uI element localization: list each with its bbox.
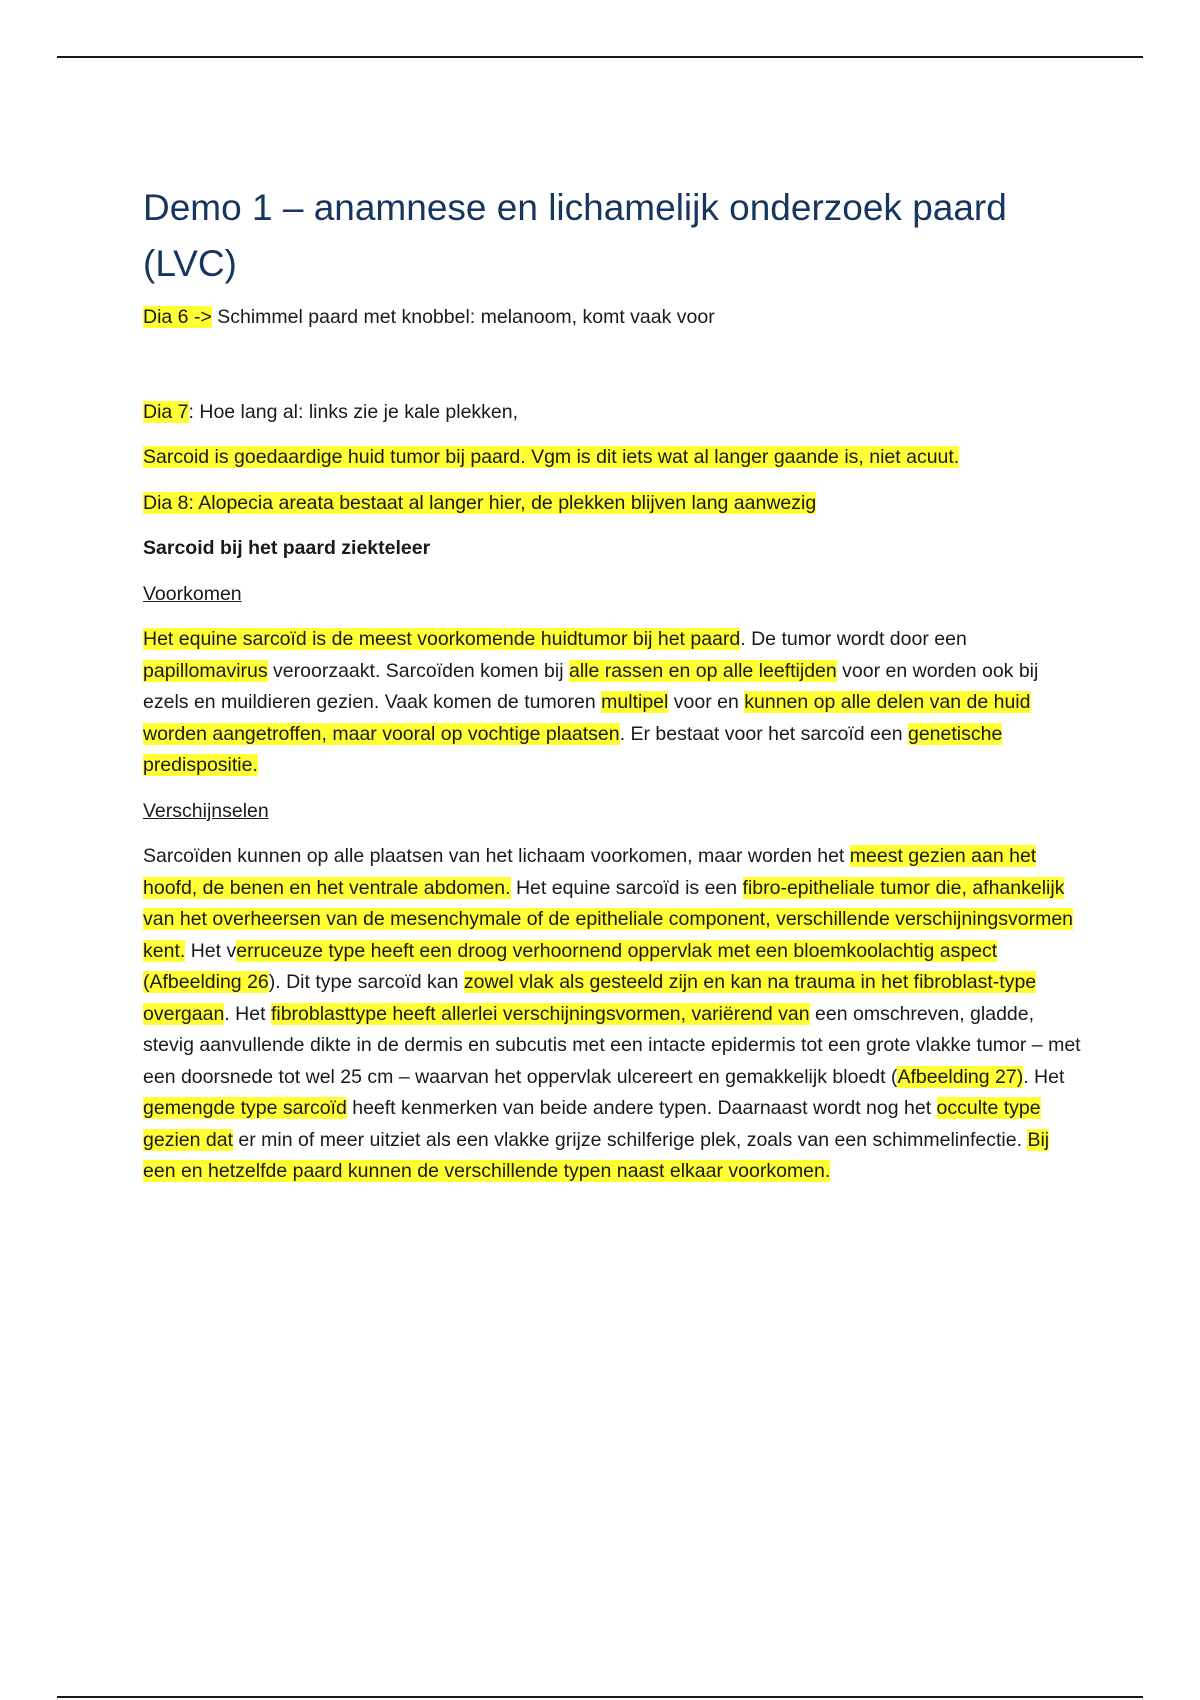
text-run: . Het	[1023, 1065, 1065, 1088]
paragraph-verschijnselen	[143, 841, 1083, 1188]
highlighted-text: papillomavirus	[143, 659, 268, 682]
text-run: er min of meer uitziet als een vlakke grijze schilferige plek, zoals van een schimmelinfectie.	[233, 1128, 1028, 1151]
paragraph-voorkomen	[143, 624, 1083, 782]
text-run: Sarcoïden kunnen op alle plaatsen van het lichaam voorkomen, maar worden het	[143, 845, 850, 867]
note-dia6	[143, 302, 1083, 334]
highlighted-text: kunnen op alle delen van de huid worden aangetroffen, maar vooral op vochtige plaatsen	[143, 691, 1031, 745]
header-rule	[57, 56, 1143, 58]
subheading: Sarcoid bij het paard ziekteleer	[143, 537, 431, 559]
section-heading-verschijnselen: Verschijnselen	[143, 799, 269, 822]
highlighted-text: Bij een en hetzelfde paard kunnen de verschillende typen naast elkaar voorkomen.	[143, 1128, 1050, 1182]
highlighted-text: multipel	[601, 691, 669, 713]
highlighted-text: gemengde type sarcoïd	[143, 1097, 347, 1119]
document-body	[143, 180, 1083, 1202]
text-run: veroorzaakt. Sarcoïden komen bij	[267, 659, 569, 682]
text-run: Het equine sarcoïd is een	[510, 876, 743, 899]
text-run: ). Dit type sarcoïd kan	[268, 971, 464, 993]
highlighted-text: Afbeelding 27)	[897, 1065, 1024, 1088]
highlighted-text: Sarcoid is goedaardige huid tumor bij paard. Vgm is dit iets wat al langer gaande is, niet acuut.	[143, 446, 960, 468]
highlighted-text: meest gezien aan het hoofd, de benen en het ventrale abdomen.	[143, 845, 1037, 899]
note-dia7	[143, 397, 1083, 429]
text-run: . Het	[224, 1002, 271, 1025]
text-run: . De tumor wordt door een	[740, 628, 967, 650]
highlighted-text: fibroblasttype heeft allerlei verschijningsvormen, variërend van	[270, 1002, 810, 1025]
highlighted-text: Dia 6 ->	[143, 306, 212, 328]
highlighted-text: Dia 7	[143, 400, 189, 423]
highlighted-text: zowel vlak als gesteeld zijn en kan na trauma in het fibroblast-type overgaan	[143, 971, 1037, 1025]
text-run: een omschreven, gladde, stevig aanvullende dikte in de dermis en subcutis met een intacte epidermis tot een grote vlakke tumor – met een doorsnede tot wel 25 cm – waarvan het oppervlak ulcereert en gemakkelijk bloedt (	[143, 1002, 1081, 1088]
note-dia8	[143, 488, 1083, 520]
highlighted-text: alle rassen en op alle leeftijden	[568, 659, 837, 682]
document-title: Demo 1 – anamnese en lichamelijk onderzoek paard (LVC)	[143, 187, 1007, 284]
text-run: voor en	[668, 691, 745, 713]
note-sarcoid	[143, 442, 1083, 474]
highlighted-text: Het equine sarcoïd is de meest voorkomende huidtumor bij het paard	[143, 628, 741, 650]
text-run: Schimmel paard met knobbel: melanoom, komt vaak voor	[211, 306, 715, 328]
highlighted-text: erruceuze type heeft een droog verhoornend oppervlak met een bloemkoolachtig aspect (Afbeelding 26	[143, 939, 998, 993]
highlighted-text: genetische predispositie.	[143, 722, 1003, 776]
section-heading-voorkomen: Voorkomen	[143, 582, 242, 605]
text-run: . Er bestaat voor het sarcoïd een	[619, 722, 908, 745]
highlighted-text: fibro-epitheliale tumor die, afhankelijk van het overheersen van de mesenchymale of de epitheliale component, verschillende verschijningsvormen kent.	[143, 876, 1074, 962]
text-run: voor en worden ook bij ezels en muildieren gezien. Vaak komen de tumoren	[143, 659, 1039, 713]
text-run: : Hoe lang al: links zie je kale plekken,	[188, 400, 519, 423]
highlighted-text: Dia 8: Alopecia areata bestaat al langer hier, de plekken blijven lang aanwezig	[143, 491, 817, 514]
text-run: heeft kenmerken van beide andere typen. Daarnaast wordt nog het	[346, 1097, 937, 1119]
text-run: Het v	[185, 939, 237, 962]
footer-rule	[57, 1696, 1143, 1698]
highlighted-text: occulte type gezien dat	[143, 1097, 1041, 1151]
